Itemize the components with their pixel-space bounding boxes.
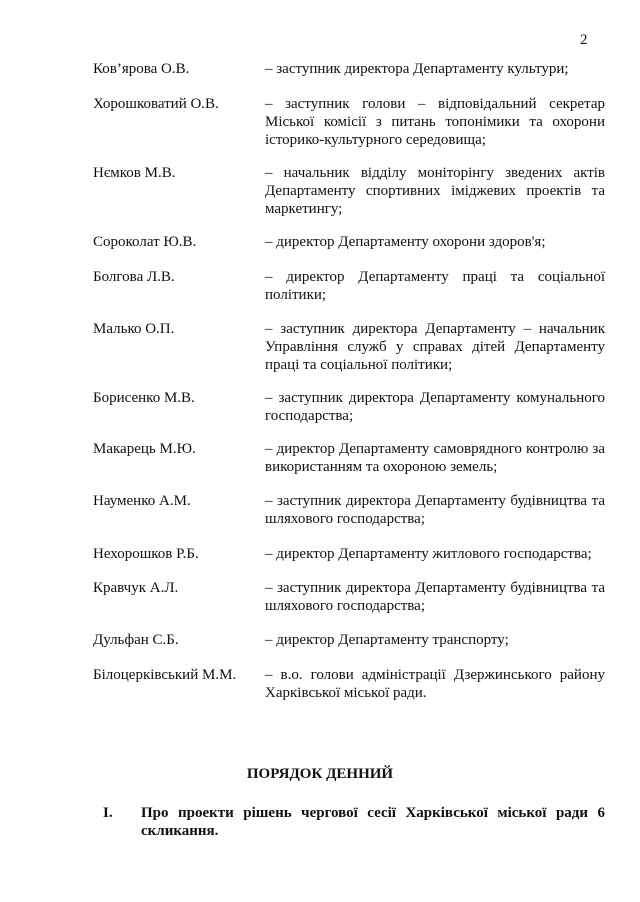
attendee-name: Дульфан С.Б. <box>93 632 179 648</box>
agenda-title: ПОРЯДОК ДЕННИЙ <box>246 766 394 782</box>
attendee-role: – заступник директора Департаменту комунального господарства; <box>265 390 605 424</box>
attendee-role: – директор Департаменту житлового господарства; <box>265 546 592 562</box>
attendee-name: Хорошковатий О.В. <box>93 96 219 112</box>
attendee-name: Болгова Л.В. <box>93 269 175 285</box>
attendee-name: Малько О.П. <box>93 321 175 337</box>
attendee-name: Білоцерківський М.М. <box>93 667 237 683</box>
attendee-name: Кравчук А.Л. <box>93 580 179 596</box>
attendee-role: – заступник директора Департаменту культури; <box>265 61 569 77</box>
attendee-name: Макарець М.Ю. <box>93 441 196 457</box>
attendee-role: – директор Департаменту охорони здоров'я; <box>265 234 546 250</box>
agenda-item-number: I. <box>103 805 113 821</box>
attendee-role: – начальник відділу моніторінгу зведених актів Департаменту спортивних іміджевих проектів та маркетингу; <box>265 165 605 217</box>
attendee-role: – директор Департаменту праці та соціальної політики; <box>265 269 605 303</box>
attendee-role: – заступник директора Департаменту – начальник Управління служб у справах дітей Департаменту праці та соціальної політики; <box>265 321 605 373</box>
attendee-name: Нємков М.В. <box>93 165 176 181</box>
page-number: 2 <box>580 32 588 48</box>
attendee-name: Борисенко М.В. <box>93 390 195 406</box>
attendee-name: Сороколат Ю.В. <box>93 234 197 250</box>
attendee-role: – заступник голови – відповідальний секретар Міської комісії з питань топонімики та охорони історико-культурного середовища; <box>265 96 605 148</box>
attendee-role: – заступник директора Департаменту будівництва та шляхового господарства; <box>265 580 605 614</box>
attendee-name: Науменко А.М. <box>93 493 191 509</box>
agenda-item-text: Про проекти рішень чергової сесії Харківської міської ради 6 скликання. <box>141 805 605 839</box>
attendee-name: Нехорошков Р.Б. <box>93 546 199 562</box>
attendee-role: – заступник директора Департаменту будівництва та шляхового господарства; <box>265 493 605 527</box>
attendee-name: Ков’ярова О.В. <box>93 61 190 77</box>
attendee-role: – директор Департаменту самоврядного контролю за використанням та охороною земель; <box>265 441 605 475</box>
attendee-role: – директор Департаменту транспорту; <box>265 632 509 648</box>
attendee-role: – в.о. голови адміністрації Дзержинського району Харківської міської ради. <box>265 667 605 701</box>
